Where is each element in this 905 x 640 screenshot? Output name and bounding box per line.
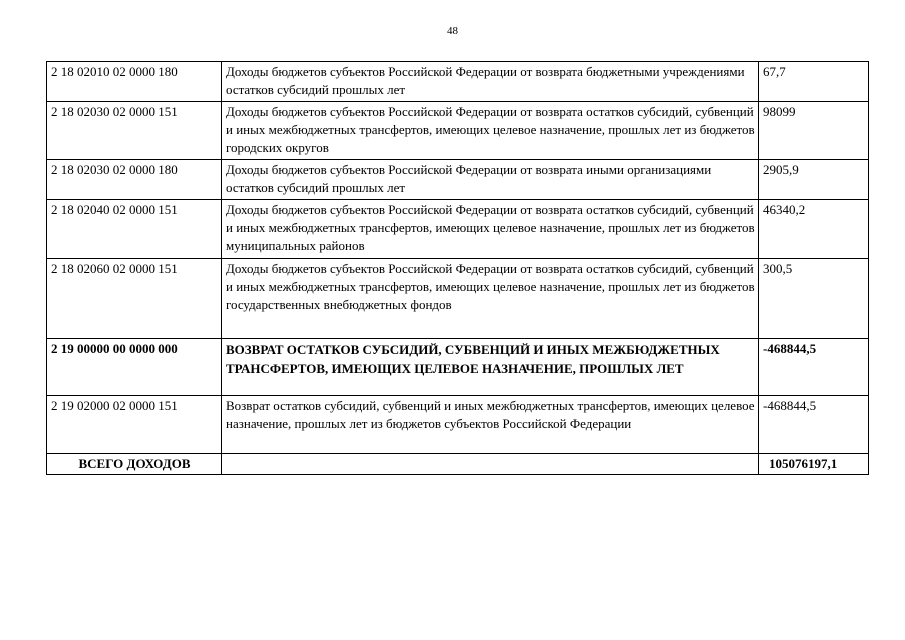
table-row-section xyxy=(47,339,869,396)
page-number: 48 xyxy=(447,25,458,37)
table-row-total xyxy=(47,454,869,475)
row-code: 2 18 02040 02 0000 151 xyxy=(47,200,222,259)
table-row xyxy=(47,259,869,339)
row-code: 2 18 02030 02 0000 180 xyxy=(47,160,222,200)
row-name: ВОЗВРАТ ОСТАТКОВ СУБСИДИЙ, СУБВЕНЦИЙ И ИНЫХ МЕЖБЮДЖЕТНЫХ ТРАНСФЕРТОВ, ИМЕЮЩИХ ЦЕЛЕВОЕ НАЗНАЧЕНИЕ, ПРОШЛЫХ ЛЕТ xyxy=(222,339,759,396)
row-sum: -468844,5 xyxy=(759,339,869,396)
total-label: ВСЕГО ДОХОДОВ xyxy=(47,454,222,475)
row-name: Доходы бюджетов субъектов Российской Федерации от возврата остатков субсидий, субвенций и иных межбюджетных трансфертов, имеющих целевое назначение, прошлых лет из бюджетов городских округов xyxy=(222,102,759,160)
row-code: 2 18 02030 02 0000 151 xyxy=(47,102,222,160)
total-empty-cell xyxy=(222,454,759,475)
table-row xyxy=(47,62,869,102)
row-name: Доходы бюджетов субъектов Российской Федерации от возврата остатков субсидий, субвенций и иных межбюджетных трансфертов, имеющих целевое назначение, прошлых лет из бюджетов муниципальных районов xyxy=(222,200,759,259)
row-sum: 2905,9 xyxy=(759,160,869,200)
table-row xyxy=(47,160,869,200)
row-code: 2 19 00000 00 0000 000 xyxy=(47,339,222,396)
table-row xyxy=(47,200,869,259)
row-name: Возврат остатков субсидий, субвенций и иных межбюджетных трансфертов, имеющих целевое назначение, прошлых лет из бюджетов субъектов Российской Федерации xyxy=(222,396,759,454)
row-name: Доходы бюджетов субъектов Российской Федерации от возврата остатков субсидий, субвенций и иных межбюджетных трансфертов, имеющих целевое назначение, прошлых лет из бюджетов государственных внебюджетных фондов xyxy=(222,259,759,339)
total-sum: 105076197,1 xyxy=(759,454,869,475)
row-sum: -468844,5 xyxy=(759,396,869,454)
table-row xyxy=(47,396,869,454)
row-sum: 98099 xyxy=(759,102,869,160)
row-code: 2 18 02010 02 0000 180 xyxy=(47,62,222,102)
row-code: 2 19 02000 02 0000 151 xyxy=(47,396,222,454)
row-name: Доходы бюджетов субъектов Российской Федерации от возврата бюджетными учреждениями остатков субсидий прошлых лет xyxy=(222,62,759,102)
row-sum: 46340,2 xyxy=(759,200,869,259)
table-row xyxy=(47,102,869,160)
row-sum: 300,5 xyxy=(759,259,869,339)
income-table xyxy=(46,61,869,475)
row-name: Доходы бюджетов субъектов Российской Федерации от возврата иными организациями остатков субсидий прошлых лет xyxy=(222,160,759,200)
row-code: 2 18 02060 02 0000 151 xyxy=(47,259,222,339)
row-sum: 67,7 xyxy=(759,62,869,102)
